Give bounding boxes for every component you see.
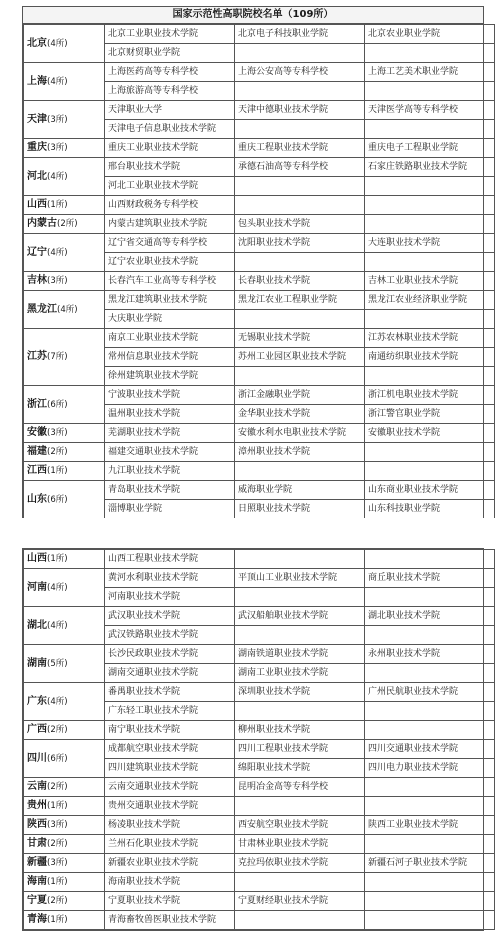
school-cell: 沈阳职业技术学院 <box>235 234 365 253</box>
school-cell: 长春汽车工业高等专科学校 <box>105 272 235 291</box>
school-cell <box>365 873 495 892</box>
school-cell: 番禺职业技术学院 <box>105 683 235 702</box>
table-row <box>24 911 495 930</box>
province-count: (7所) <box>47 352 68 362</box>
school-cell: 浙江机电职业技术学院 <box>365 386 495 405</box>
province-count: (4所) <box>47 696 68 707</box>
province-name: 内蒙古 <box>27 218 57 229</box>
school-cell: 漳州职业技术学院 <box>235 443 365 462</box>
school-cell <box>365 626 495 645</box>
school-cell: 四川建筑职业技术学院 <box>105 759 235 778</box>
school-cell <box>235 550 365 569</box>
school-cell: 克拉玛依职业技术学院 <box>235 854 365 873</box>
school-cell <box>235 82 365 101</box>
school-cell: 河南职业技术学院 <box>105 588 235 607</box>
school-cell: 四川工程职业技术学院 <box>235 740 365 759</box>
school-cell: 苏州工业园区职业技术学院 <box>235 348 365 367</box>
province-cell <box>24 139 105 158</box>
school-cell: 大连职业技术学院 <box>365 234 495 253</box>
table-row <box>24 272 495 291</box>
province-cell <box>24 740 105 778</box>
school-cell: 安徽水利水电职业技术学院 <box>235 424 365 443</box>
school-cell <box>365 892 495 911</box>
school-cell: 武汉铁路职业技术学院 <box>105 626 235 645</box>
school-cell <box>365 721 495 740</box>
school-cell <box>365 120 495 139</box>
school-cell: 四川电力职业技术学院 <box>365 759 495 778</box>
school-cell <box>365 797 495 816</box>
school-cell: 黑龙江建筑职业技术学院 <box>105 291 235 310</box>
table-row <box>24 550 495 569</box>
province-name: 广西 <box>27 724 47 735</box>
school-cell: 广州民航职业技术学院 <box>365 683 495 702</box>
province-name: 山西 <box>27 553 47 564</box>
province-count: (4所) <box>47 38 68 49</box>
province-cell <box>24 911 105 930</box>
school-cell <box>365 443 495 462</box>
table-row <box>24 291 495 310</box>
school-cell: 北京农业职业学院 <box>365 25 495 44</box>
province-count: (3所) <box>47 428 68 438</box>
school-cell <box>235 911 365 930</box>
province-count: (2所) <box>57 219 78 229</box>
province-count: (4所) <box>47 247 68 258</box>
school-cell: 辽宁省交通高等专科学校 <box>105 234 235 253</box>
province-name: 海南 <box>27 876 47 887</box>
school-cell <box>235 797 365 816</box>
province-name: 安徽 <box>27 427 47 438</box>
province-cell <box>24 778 105 797</box>
school-cell: 湖北职业技术学院 <box>365 607 495 626</box>
school-cell: 天津电子信息职业技术学院 <box>105 120 235 139</box>
school-cell: 无锡职业技术学院 <box>235 329 365 348</box>
school-cell: 南宁职业技术学院 <box>105 721 235 740</box>
school-cell: 宁夏职业技术学院 <box>105 892 235 911</box>
school-cell <box>235 873 365 892</box>
province-count: (6所) <box>47 399 68 410</box>
school-cell: 重庆电子工程职业学院 <box>365 139 495 158</box>
school-cell: 黑龙江农业经济职业学院 <box>365 291 495 310</box>
table-row <box>24 721 495 740</box>
school-cell: 山东科技职业学院 <box>365 500 495 519</box>
school-cell: 江苏农林职业技术学院 <box>365 329 495 348</box>
school-cell: 日照职业技术学院 <box>235 500 365 519</box>
province-name: 宁夏 <box>27 895 47 906</box>
school-cell: 重庆工业职业技术学院 <box>105 139 235 158</box>
table-row <box>24 443 495 462</box>
table-row <box>24 816 495 835</box>
province-cell <box>24 645 105 683</box>
school-cell: 青海畜牧兽医职业技术学院 <box>105 911 235 930</box>
school-cell: 云南交通职业技术学院 <box>105 778 235 797</box>
school-cell <box>235 367 365 386</box>
school-cell: 南京工业职业技术学院 <box>105 329 235 348</box>
province-count: (1所) <box>47 877 68 887</box>
school-cell: 大庆职业学院 <box>105 310 235 329</box>
school-table-part-1 <box>22 6 484 520</box>
school-cell: 长沙民政职业技术学院 <box>105 645 235 664</box>
province-count: (4所) <box>57 304 78 315</box>
table-row <box>24 25 495 44</box>
province-name: 甘肃 <box>27 838 47 849</box>
province-name: 山东 <box>27 493 47 505</box>
province-count: (2所) <box>47 782 68 792</box>
province-cell <box>24 329 105 386</box>
school-cell: 承德石油高等专科学校 <box>235 158 365 177</box>
province-cell <box>24 25 105 63</box>
table-row <box>24 158 495 177</box>
province-count: (6所) <box>47 494 68 505</box>
province-count: (5所) <box>47 658 68 669</box>
school-cell: 上海旅游高等专科学校 <box>105 82 235 101</box>
school-cell: 山西工程职业技术学院 <box>105 550 235 569</box>
province-name: 河南 <box>27 581 47 593</box>
province-name: 广东 <box>27 695 47 707</box>
province-name: 重庆 <box>27 142 47 153</box>
school-cell <box>235 626 365 645</box>
province-count: (3所) <box>47 858 68 868</box>
province-cell <box>24 215 105 234</box>
province-count: (2所) <box>47 725 68 735</box>
province-name: 江苏 <box>27 351 47 362</box>
province-name: 云南 <box>27 781 47 792</box>
province-cell <box>24 158 105 196</box>
province-count: (4所) <box>47 620 68 631</box>
table-body-2 <box>23 549 495 930</box>
school-cell <box>235 310 365 329</box>
school-cell: 平顶山工业职业技术学院 <box>235 569 365 588</box>
school-cell: 武汉船舶职业技术学院 <box>235 607 365 626</box>
table-row <box>24 101 495 120</box>
school-cell: 陕西工业职业技术学院 <box>365 816 495 835</box>
table-row <box>24 569 495 588</box>
school-cell <box>365 310 495 329</box>
province-count: (3所) <box>47 820 68 830</box>
province-count: (6所) <box>47 753 68 764</box>
province-cell <box>24 892 105 911</box>
school-table-part-2 <box>22 548 484 931</box>
province-count: (2所) <box>47 839 68 849</box>
school-cell: 九江职业技术学院 <box>105 462 235 481</box>
school-cell: 湖南铁道职业技术学院 <box>235 645 365 664</box>
school-cell: 广东轻工职业技术学院 <box>105 702 235 721</box>
table-row <box>24 196 495 215</box>
school-cell: 天津医学高等专科学校 <box>365 101 495 120</box>
table-row <box>24 234 495 253</box>
school-cell <box>365 253 495 272</box>
province-cell <box>24 569 105 607</box>
school-cell <box>235 702 365 721</box>
province-count: (4所) <box>47 76 68 87</box>
province-cell <box>24 291 105 329</box>
school-cell <box>365 82 495 101</box>
province-name: 浙江 <box>27 398 47 410</box>
province-name: 四川 <box>27 752 47 764</box>
school-cell: 新疆石河子职业技术学院 <box>365 854 495 873</box>
school-cell: 芜湖职业技术学院 <box>105 424 235 443</box>
table-row <box>24 778 495 797</box>
province-count: (3所) <box>47 143 68 153</box>
table-row <box>24 329 495 348</box>
province-name: 陕西 <box>27 819 47 830</box>
province-count: (2所) <box>47 896 68 906</box>
table-row <box>24 215 495 234</box>
school-cell: 天津职业大学 <box>105 101 235 120</box>
province-cell <box>24 196 105 215</box>
school-cell: 浙江金融职业学院 <box>235 386 365 405</box>
school-cell: 福建交通职业技术学院 <box>105 443 235 462</box>
school-cell: 内蒙古建筑职业技术学院 <box>105 215 235 234</box>
school-cell: 绵阳职业技术学院 <box>235 759 365 778</box>
province-name: 贵州 <box>27 800 47 811</box>
table-row <box>24 740 495 759</box>
school-cell: 长春职业技术学院 <box>235 272 365 291</box>
table-row <box>24 683 495 702</box>
school-cell: 深圳职业技术学院 <box>235 683 365 702</box>
province-name: 辽宁 <box>27 246 47 258</box>
school-cell <box>365 550 495 569</box>
table-body-1 <box>23 24 495 519</box>
school-cell: 天津中德职业技术学院 <box>235 101 365 120</box>
province-name: 江西 <box>27 465 47 476</box>
school-cell <box>235 44 365 63</box>
province-name: 黑龙江 <box>27 303 57 315</box>
province-cell <box>24 386 105 424</box>
province-count: (1所) <box>47 801 68 811</box>
table-row <box>24 462 495 481</box>
province-cell <box>24 63 105 101</box>
table-row <box>24 481 495 500</box>
province-name: 新疆 <box>27 857 47 868</box>
school-cell: 河北工业职业技术学院 <box>105 177 235 196</box>
table-row <box>24 607 495 626</box>
school-cell <box>365 835 495 854</box>
province-cell <box>24 424 105 443</box>
school-cell: 北京工业职业技术学院 <box>105 25 235 44</box>
school-cell: 吉林工业职业技术学院 <box>365 272 495 291</box>
table-row <box>24 424 495 443</box>
school-cell: 湖南交通职业技术学院 <box>105 664 235 683</box>
province-name: 山西 <box>27 199 47 210</box>
province-count: (4所) <box>47 582 68 593</box>
school-cell: 商丘职业技术学院 <box>365 569 495 588</box>
school-cell: 黄河水利职业技术学院 <box>105 569 235 588</box>
school-cell <box>365 215 495 234</box>
province-cell <box>24 550 105 569</box>
province-name: 北京 <box>27 37 47 49</box>
province-count: (3所) <box>47 276 68 286</box>
school-cell: 兰州石化职业技术学院 <box>105 835 235 854</box>
school-cell: 徐州建筑职业技术学院 <box>105 367 235 386</box>
province-name: 河北 <box>27 170 47 182</box>
school-cell: 上海工艺美术职业学院 <box>365 63 495 82</box>
province-cell <box>24 797 105 816</box>
school-cell: 浙江警官职业学院 <box>365 405 495 424</box>
table-row <box>24 386 495 405</box>
province-cell <box>24 721 105 740</box>
school-cell: 四川交通职业技术学院 <box>365 740 495 759</box>
school-cell: 北京电子科技职业学院 <box>235 25 365 44</box>
school-cell: 宁波职业技术学院 <box>105 386 235 405</box>
province-cell <box>24 443 105 462</box>
table-row <box>24 645 495 664</box>
school-cell: 上海医药高等专科学校 <box>105 63 235 82</box>
province-cell <box>24 835 105 854</box>
school-cell: 上海公安高等专科学校 <box>235 63 365 82</box>
school-cell: 温州职业技术学院 <box>105 405 235 424</box>
school-cell: 甘肃林业职业技术学院 <box>235 835 365 854</box>
province-cell <box>24 854 105 873</box>
table-row <box>24 63 495 82</box>
school-cell: 湖南工业职业技术学院 <box>235 664 365 683</box>
school-cell: 黑龙江农业工程职业学院 <box>235 291 365 310</box>
school-cell: 安徽职业技术学院 <box>365 424 495 443</box>
page-gap <box>0 518 500 546</box>
school-cell <box>365 588 495 607</box>
table-row <box>24 873 495 892</box>
school-cell <box>235 588 365 607</box>
school-cell: 山西财政税务专科学校 <box>105 196 235 215</box>
table-title: 国家示范性高职院校名单（109所） <box>23 7 483 24</box>
school-cell <box>235 462 365 481</box>
school-cell: 武汉职业技术学院 <box>105 607 235 626</box>
school-cell: 青岛职业技术学院 <box>105 481 235 500</box>
school-cell: 山东商业职业技术学院 <box>365 481 495 500</box>
province-cell <box>24 481 105 519</box>
school-cell <box>365 778 495 797</box>
province-cell <box>24 101 105 139</box>
school-cell: 金华职业技术学院 <box>235 405 365 424</box>
school-cell <box>365 196 495 215</box>
school-cell <box>365 44 495 63</box>
province-cell <box>24 873 105 892</box>
school-cell: 宁夏财经职业技术学院 <box>235 892 365 911</box>
province-cell <box>24 462 105 481</box>
province-cell <box>24 234 105 272</box>
province-cell <box>24 683 105 721</box>
province-cell <box>24 272 105 291</box>
province-count: (1所) <box>47 554 68 564</box>
school-cell: 新疆农业职业技术学院 <box>105 854 235 873</box>
province-cell <box>24 607 105 645</box>
school-cell <box>235 253 365 272</box>
school-cell: 海南职业技术学院 <box>105 873 235 892</box>
school-cell: 威海职业学院 <box>235 481 365 500</box>
school-cell <box>365 664 495 683</box>
province-name: 青海 <box>27 914 47 925</box>
school-cell: 西安航空职业技术学院 <box>235 816 365 835</box>
table-row <box>24 139 495 158</box>
school-cell <box>235 177 365 196</box>
school-cell: 永州职业技术学院 <box>365 645 495 664</box>
school-cell: 辽宁农业职业技术学院 <box>105 253 235 272</box>
school-cell <box>365 177 495 196</box>
table-row <box>24 892 495 911</box>
school-cell <box>365 702 495 721</box>
school-cell: 贵州交通职业技术学院 <box>105 797 235 816</box>
school-cell: 南通纺织职业技术学院 <box>365 348 495 367</box>
province-count: (2所) <box>47 447 68 457</box>
province-count: (1所) <box>47 466 68 476</box>
school-cell: 包头职业技术学院 <box>235 215 365 234</box>
province-count: (1所) <box>47 200 68 210</box>
province-name: 上海 <box>27 75 47 87</box>
table-row <box>24 835 495 854</box>
school-cell: 昆明冶金高等专科学校 <box>235 778 365 797</box>
province-name: 天津 <box>27 113 47 125</box>
school-cell: 北京财贸职业学院 <box>105 44 235 63</box>
school-cell: 重庆工程职业技术学院 <box>235 139 365 158</box>
province-count: (1所) <box>47 915 68 925</box>
province-name: 湖南 <box>27 657 47 669</box>
school-cell: 邢台职业技术学院 <box>105 158 235 177</box>
school-cell <box>235 196 365 215</box>
school-cell <box>365 911 495 930</box>
school-cell: 成都航空职业技术学院 <box>105 740 235 759</box>
school-cell <box>365 462 495 481</box>
table-row <box>24 797 495 816</box>
school-cell <box>235 120 365 139</box>
school-cell: 常州信息职业技术学院 <box>105 348 235 367</box>
school-cell: 杨凌职业技术学院 <box>105 816 235 835</box>
province-name: 福建 <box>27 446 47 457</box>
school-cell: 石家庄铁路职业技术学院 <box>365 158 495 177</box>
province-name: 吉林 <box>27 275 47 286</box>
province-name: 湖北 <box>27 619 47 631</box>
province-count: (3所) <box>47 114 68 125</box>
province-cell <box>24 816 105 835</box>
school-cell <box>365 367 495 386</box>
school-cell: 淄博职业学院 <box>105 500 235 519</box>
table-row <box>24 854 495 873</box>
province-count: (4所) <box>47 171 68 182</box>
school-cell: 柳州职业技术学院 <box>235 721 365 740</box>
